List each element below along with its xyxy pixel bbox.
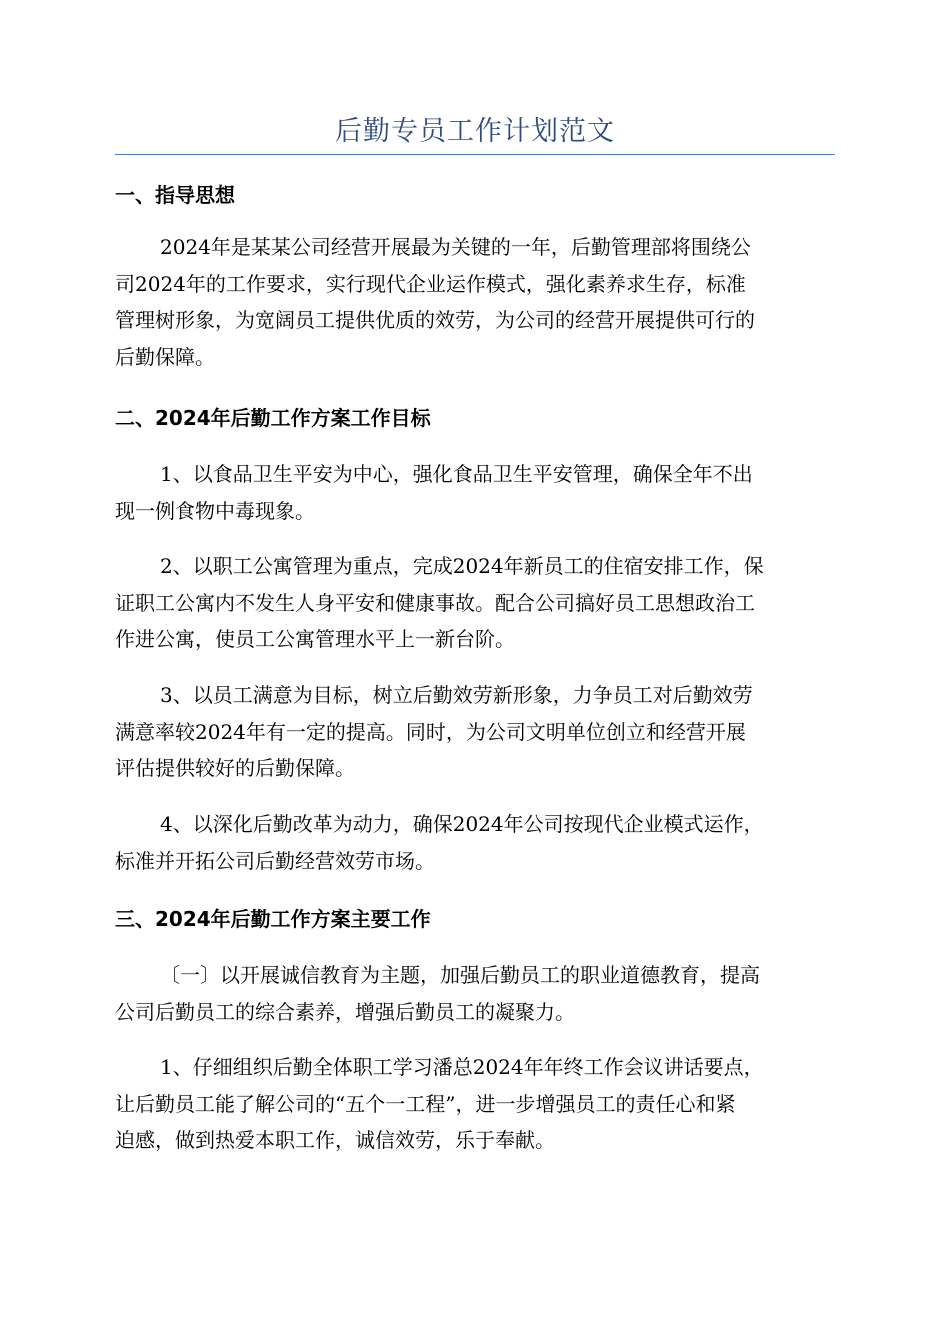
paragraph	[115, 677, 835, 787]
paragraph-line: 2、以职工公寓管理为重点，完成2024年新员工的住宿安排工作，保	[160, 554, 764, 578]
document-title: 后勤专员工作计划范文	[335, 116, 615, 147]
paragraph	[115, 806, 835, 879]
paragraph-line: 1、以食品卫生平安为中心，强化食品卫生平安管理，确保全年不出	[160, 462, 753, 486]
section-heading: 二、2024年后勤工作方案工作目标	[115, 406, 431, 430]
paragraph	[115, 1049, 835, 1159]
paragraph	[115, 957, 835, 1030]
paragraph-line: 〔一〕以开展诚信教育为主题，加强后勤员工的职业道德教育，提高	[160, 963, 760, 987]
paragraph-line: 2024年是某某公司经营开展最为关键的一年，后勤管理部将围绕公	[160, 235, 751, 259]
section-heading: 一、指导思想	[115, 183, 235, 207]
paragraph-line: 迫感，做到热爱本职工作，诚信效劳，乐于奉献。	[115, 1128, 555, 1152]
paragraph-line: 后勤保障。	[115, 344, 215, 369]
paragraph-line: 满意率较2024年有一定的提高。同时，为公司文明单位创立和经营开展	[115, 719, 746, 744]
section-heading: 三、2024年后勤工作方案主要工作	[115, 907, 431, 931]
paragraph-line: 让后勤员工能了解公司的“五个一工程”，进一步增强员工的责任心和紧	[115, 1091, 736, 1116]
paragraph-line: 评估提供较好的后勤保障。	[115, 756, 355, 780]
paragraph-line: 证职工公寓内不发生人身平安和健康事故。配合公司搞好员工思想政治工	[115, 590, 755, 615]
paragraph-line: 司2024年的工作要求，实行现代企业运作模式，强化素养求生存，标准	[115, 271, 746, 296]
paragraph-line: 4、以深化后勤改革为动力，确保2024年公司按现代企业模式运作，	[160, 812, 764, 836]
paragraph-line: 作进公寓，使员工公寓管理水平上一新台阶。	[115, 627, 515, 651]
paragraph-line: 管理树形象，为宽阔员工提供优质的效劳，为公司的经营开展提供可行的	[115, 308, 755, 332]
paragraph	[115, 548, 835, 658]
paragraph-line: 3、以员工满意为目标，树立后勤效劳新形象，力争员工对后勤效劳	[160, 683, 753, 707]
paragraph-line: 公司后勤员工的综合素养，增强后勤员工的凝聚力。	[115, 999, 575, 1024]
paragraph-line: 1、仔细组织后勤全体职工学习潘总2024年年终工作会议讲话要点，	[160, 1055, 764, 1079]
title-underline	[115, 154, 835, 155]
paragraph-line: 标准并开拓公司后勤经营效劳市场。	[115, 848, 435, 873]
paragraph	[115, 229, 835, 375]
paragraph	[115, 456, 835, 529]
paragraph-line: 现一例食物中毒现象。	[115, 498, 315, 523]
